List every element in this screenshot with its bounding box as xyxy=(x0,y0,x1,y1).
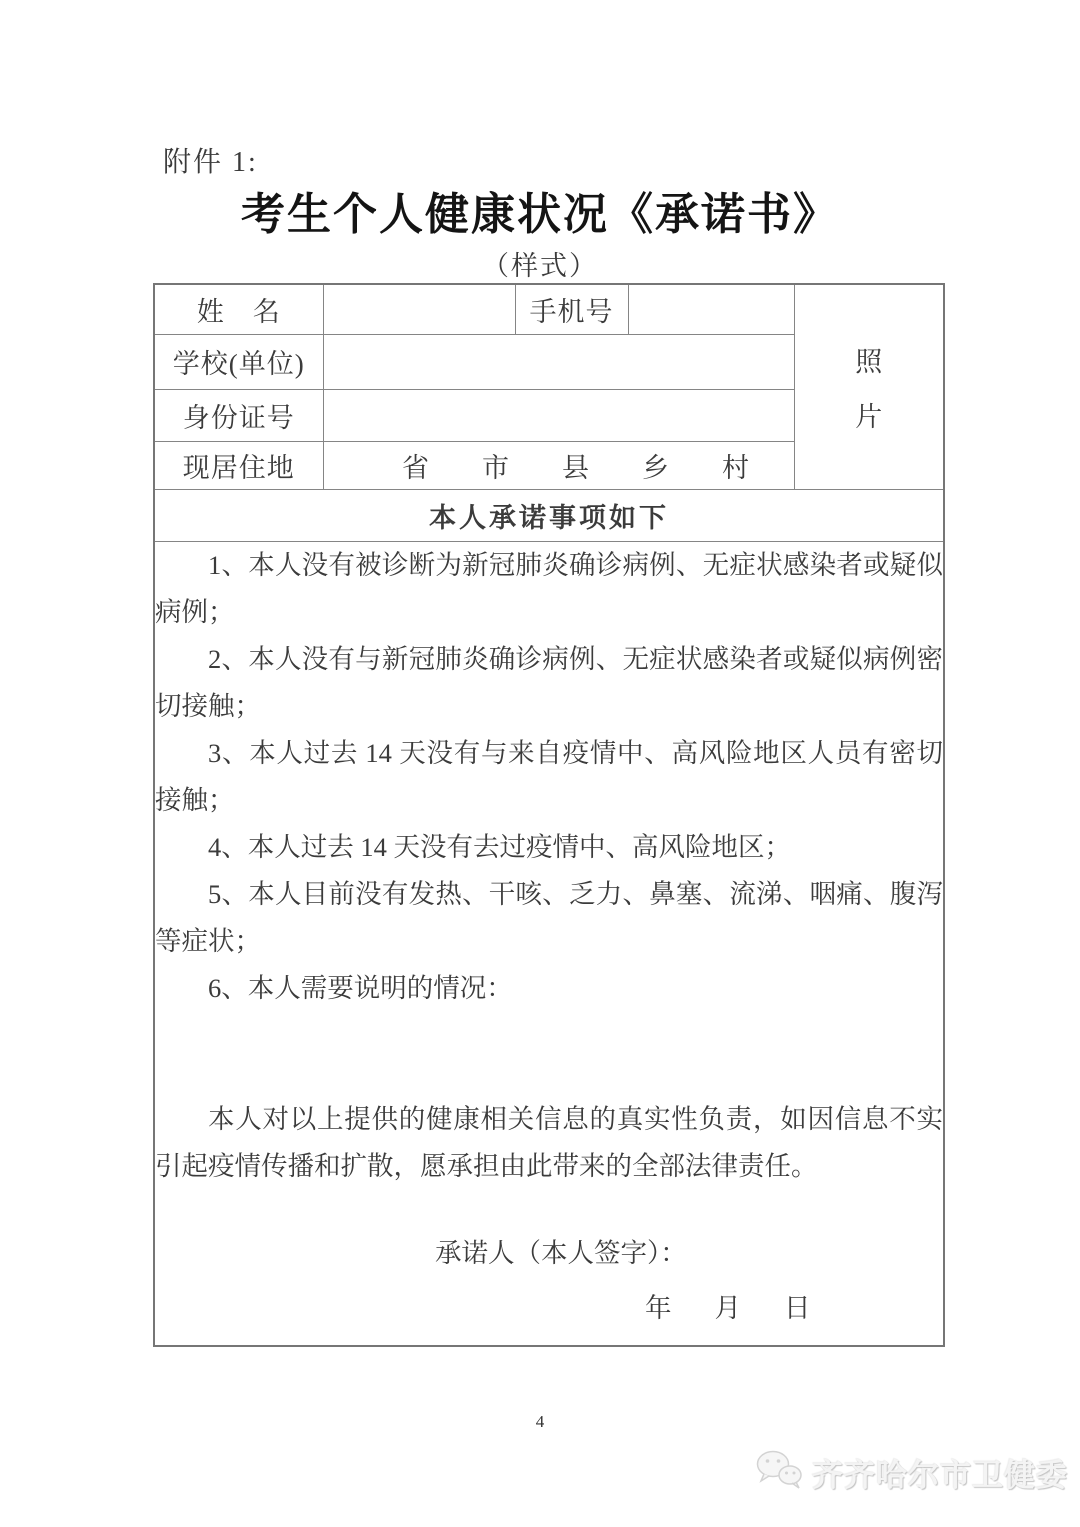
school-label: 学校(单位) xyxy=(154,334,323,389)
signer-line: 承诺人（本人签字）： xyxy=(435,1237,687,1268)
phone-input-cell xyxy=(628,284,794,334)
date-line xyxy=(645,1285,943,1332)
photo-char-1: 照 xyxy=(855,346,883,377)
commitment-item-5: 5、本人目前没有发热、干咳、乏力、鼻塞、流涕、咽痛、腹泻等症状； xyxy=(155,878,943,956)
commitment-items xyxy=(155,542,943,1012)
id-label: 身份证号 xyxy=(154,389,323,441)
unit-township: 乡 xyxy=(642,452,669,483)
unit-village: 村 xyxy=(722,452,749,483)
wechat-icon xyxy=(754,1448,804,1497)
name-input-cell xyxy=(323,284,515,334)
commitment-body-cell xyxy=(154,541,944,1346)
commitment-item-3: 3、本人过去 14 天没有与来自疫情中、高风险地区人员有密切接触； xyxy=(155,737,943,815)
row-commitment-header xyxy=(154,489,944,541)
commitment-body xyxy=(155,542,943,1332)
commitment-item-6: 6、本人需要说明的情况： xyxy=(208,972,513,1003)
name-label: 姓 名 xyxy=(154,284,323,334)
watermark-source-label: 齐齐哈尔市卫健委 xyxy=(812,1458,1068,1493)
phone-label: 手机号 xyxy=(515,284,628,334)
page-subtitle: （样式） xyxy=(482,251,598,281)
id-input-cell xyxy=(323,389,794,441)
health-form-table xyxy=(153,283,945,1347)
photo-char-2: 片 xyxy=(855,401,883,432)
declaration-paragraph: 本人对以上提供的健康相关信息的真实性负责，如因信息不实引起疫情传播和扩散，愿承担由此带来的全部法律责任。 xyxy=(155,1103,943,1181)
page-title: 考生个人健康状况《承诺书》 xyxy=(241,190,839,239)
page-number: 4 xyxy=(535,1412,545,1431)
unit-city: 市 xyxy=(482,452,509,483)
commitment-item-4: 4、本人过去 14 天没有去过疫情中、高风险地区； xyxy=(208,831,791,862)
attachment-note: 附件 1: xyxy=(163,147,258,178)
photo-cell xyxy=(794,284,944,489)
date-day-label: 日 xyxy=(784,1292,811,1323)
commitment-item-1: 1、本人没有被诊断为新冠肺炎确诊病例、无症状感染者或疑似病例； xyxy=(155,549,943,627)
photo-label xyxy=(795,340,944,434)
school-input-cell xyxy=(323,334,794,389)
date-year-label: 年 xyxy=(645,1292,672,1323)
commitment-header: 本人承诺事项如下 xyxy=(154,489,944,541)
date-month-label: 月 xyxy=(714,1292,741,1323)
row-name-phone xyxy=(154,284,944,334)
watermark xyxy=(754,1448,1068,1497)
row-commitment-body xyxy=(154,541,944,1346)
residence-units-cell xyxy=(323,441,794,489)
residence-label: 现居住地 xyxy=(154,441,323,489)
unit-province: 省 xyxy=(402,452,429,483)
unit-county: 县 xyxy=(562,452,589,483)
residence-units-row xyxy=(324,446,794,485)
commitment-item-2: 2、本人没有与新冠肺炎确诊病例、无症状感染者或疑似病例密切接触； xyxy=(155,643,943,721)
